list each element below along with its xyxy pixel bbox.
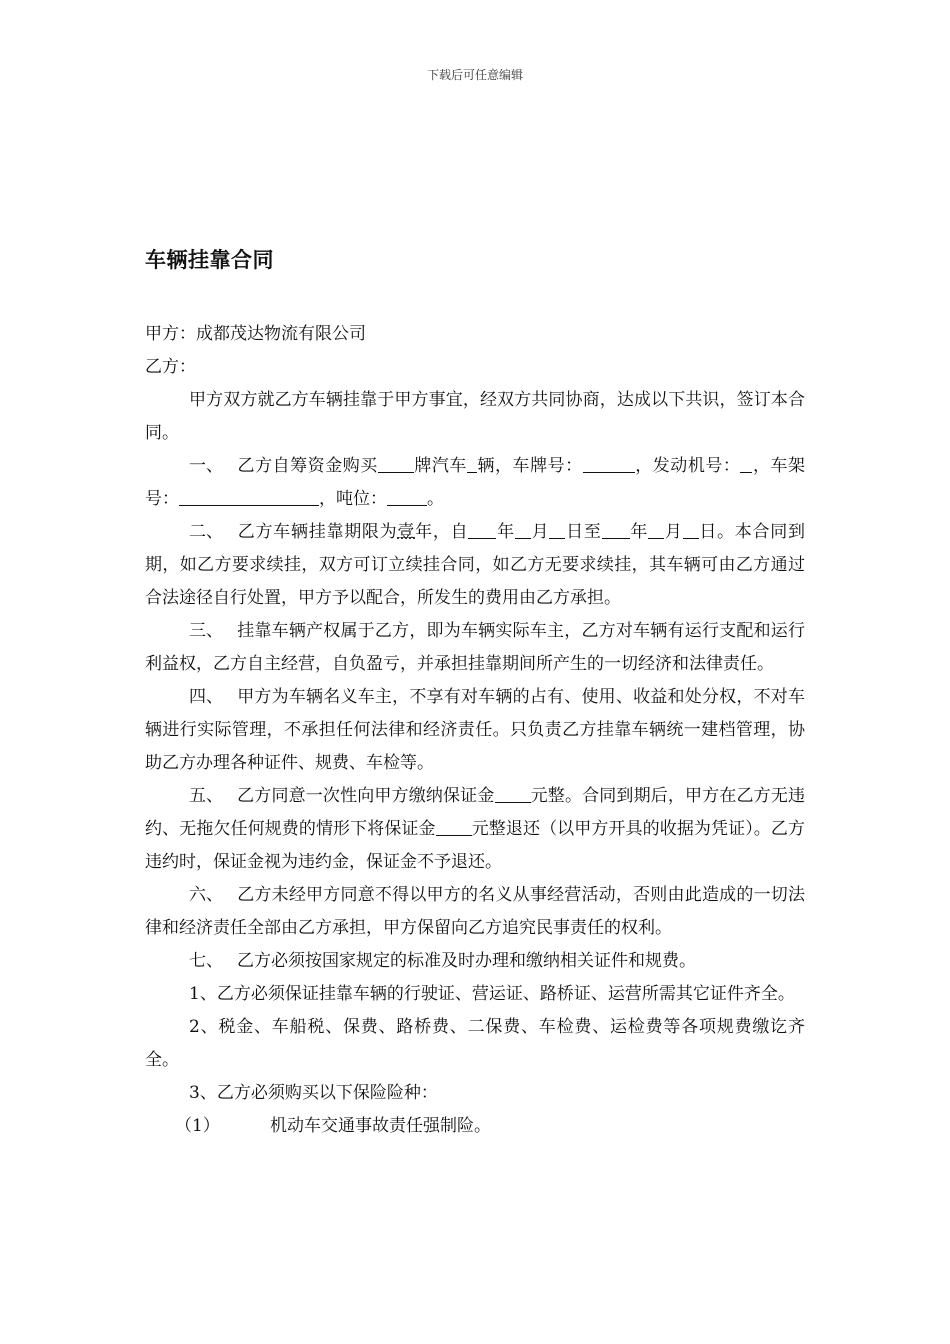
blank-field[interactable]	[378, 454, 414, 473]
blank-field[interactable]	[436, 817, 472, 836]
blank-field[interactable]	[468, 520, 496, 539]
clause-5	[145, 780, 805, 879]
clause-text: 月	[664, 522, 683, 542]
contract-title: 车辆挂靠合同	[145, 248, 274, 272]
party-b-line: 乙方：	[145, 357, 196, 377]
clause-text: 甲方为车辆名义车主，不享有对车辆的占有、使用、收益和处分权，不对车辆进行实际管理，不承担任何法律和经济责任。只负责乙方挂靠车辆统一建档管理，协助乙方办理各种证件、规费、车检等。	[145, 687, 805, 773]
clause-6	[145, 879, 805, 945]
blank-field[interactable]	[467, 454, 477, 473]
clause-number: 四、	[189, 687, 223, 707]
clause-number: 一、	[189, 456, 223, 476]
term-years: 壹	[397, 522, 416, 542]
clause-text: 年	[496, 522, 515, 542]
item-text: 机动车交通事故责任强制险。	[270, 1116, 491, 1136]
clause-number: 二、	[189, 522, 223, 542]
page-header-note: 下载后可任意编辑	[426, 68, 523, 82]
clause-text: ，发动机号：	[634, 456, 741, 476]
clause-2	[145, 516, 805, 615]
blank-field[interactable]	[602, 520, 630, 539]
clause-number: 三、	[189, 621, 223, 641]
item-number: （1）	[175, 1116, 220, 1136]
blank-field[interactable]	[495, 784, 531, 803]
insurance-item-1	[145, 1110, 805, 1143]
clause-text: 乙方同意一次性向甲方缴纳保证金	[237, 786, 495, 806]
clause-7	[145, 945, 805, 978]
sub-clause-2: 2、税金、车船税、保费、路桥费、二保费、车检费、运检费等各项规费缴讫齐全。	[145, 1017, 805, 1070]
blank-field[interactable]	[515, 520, 531, 539]
clause-text: 乙方必须按国家规定的标准及时办理和缴纳相关证件和规费。	[237, 951, 696, 971]
clause-text: 辆，车牌号：	[476, 456, 583, 476]
clause-3	[145, 615, 805, 681]
clause-text: 日至	[565, 522, 602, 542]
sub-clause-1: 1、乙方必须保证挂靠车辆的行驶证、营运证、路桥证、运营所需其它证件齐全。	[189, 984, 795, 1004]
clause-text: 元整。合同到期后，甲方在乙方无违约、无拖欠任何规费的情形下将保证金	[145, 786, 805, 839]
clause-text: 乙方车辆挂靠期限为	[237, 522, 398, 542]
clause-text: 月	[530, 522, 550, 542]
intro-paragraph: 甲方双方就乙方车辆挂靠于甲方事宜，经双方共同协商，达成以下共识，签订本合同。	[145, 390, 805, 443]
clause-text: 乙方未经甲方同意不得以甲方的名义从事经营活动，否则由此造成的一切法律和经济责任全部由乙方承担，甲方保留向乙方追究民事责任的权利。	[145, 885, 805, 938]
blank-field[interactable]	[387, 487, 427, 506]
sub-clause-3: 3、乙方必须购买以下保险险种：	[189, 1083, 438, 1103]
clause-text: 日。本合同到期，如乙方要求续挂，双方可订立续挂合同，如乙方无要求续挂，其车辆可由乙方通过合法途径自行处置，甲方予以配合，所发生的费用由乙方承担。	[145, 522, 806, 608]
contract-body	[145, 318, 805, 1143]
clause-text: 。	[427, 489, 444, 509]
blank-field[interactable]	[179, 487, 319, 506]
blank-field[interactable]	[683, 520, 699, 539]
clause-text: ，车架号：	[145, 456, 806, 509]
clause-1	[145, 450, 805, 516]
party-a-line: 甲方：成都茂达物流有限公司	[145, 324, 366, 344]
clause-text: 年	[629, 522, 649, 542]
clause-number: 五、	[189, 786, 223, 806]
clause-text: 元整退还（以甲方开具的收据为凭证）。乙方违约时，保证金视为违约金，保证金不予退还。	[145, 819, 806, 872]
blank-field[interactable]	[648, 520, 664, 539]
clause-number: 七、	[189, 951, 223, 971]
clause-4	[145, 681, 805, 780]
clause-text: 牌汽车	[413, 456, 467, 476]
clause-number: 六、	[189, 885, 223, 905]
clause-text: 年，自	[415, 522, 469, 542]
blank-field[interactable]	[740, 454, 752, 473]
clause-text: 挂靠车辆产权属于乙方，即为车辆实际车主，乙方对车辆有运行支配和运行利益权，乙方自主经营，自负盈亏，并承担挂靠期间所产生的一切经济和法律责任。	[145, 621, 805, 674]
blank-field[interactable]	[583, 454, 635, 473]
clause-text: ，吨位：	[319, 489, 387, 509]
blank-field[interactable]	[549, 520, 565, 539]
clause-text: 乙方自筹资金购买	[237, 456, 378, 476]
